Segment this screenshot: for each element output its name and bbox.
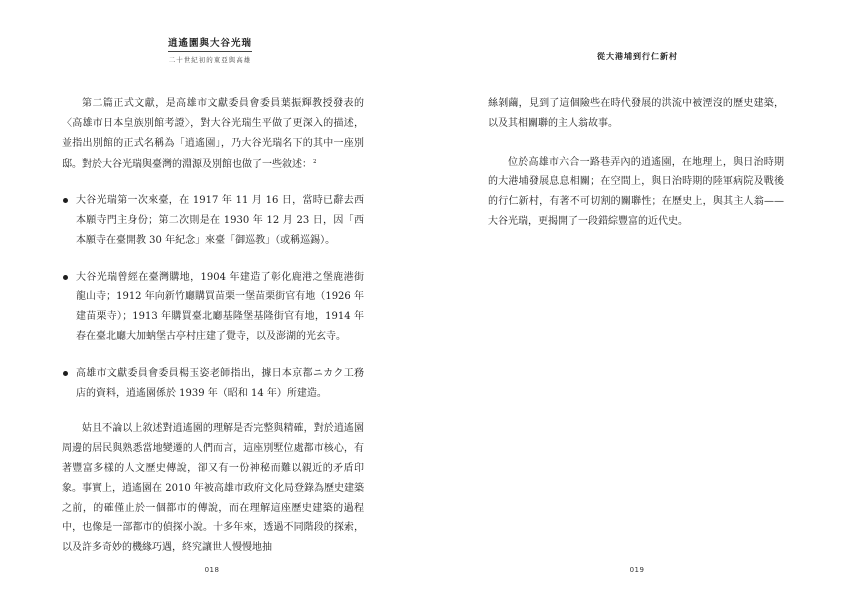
list-item xyxy=(62,364,364,404)
list-item-text: 大谷光瑞曾經在臺灣購地，1904 年建造了彰化鹿港之堡鹿港街龍山寺；1912 年向新竹廳購買苗栗一堡苗栗街官有地（1926 年建苗栗寺）；1913 年購買臺北廳基隆堡基隆街官有地，1914 年春在臺北廳大加蚋堡古亭村庄建了覺寺，以及澎湖的光玄寺。 xyxy=(76,271,364,342)
footnote-mark: 2 xyxy=(313,159,317,166)
bullet-dot xyxy=(63,275,68,280)
paragraph-text: 第二篇正式文獻，是高雄市文獻委員會委員葉振輝教授發表的〈高雄市日本皇族別館考證〉，對大谷光瑞生平做了更深入的描述，並指出別館的正式名稱為「逍遙園」，乃大谷光瑞名下的其中一座別邸。對於大谷光瑞與臺灣的淵源及別館也做了一些敘述： xyxy=(62,98,364,171)
bullet-dot xyxy=(63,198,68,203)
list-item-text: 高雄市文獻委員會委員楊玉姿老師指出，據日本京都ニカク工務店的資料，逍遙園係於 1939 年（昭和 14 年）所建造。 xyxy=(76,367,364,399)
running-subtitle: 二十世紀初的東亞與高雄 xyxy=(168,56,252,64)
paragraph-spacer xyxy=(488,134,784,153)
paragraph: 位於高雄市六合一路巷弄內的逍遙園，在地理上，與日治時期的大港埔發展息息相關；在空間上，與日治時期的陸軍病院及戰後的行仁新村，有著不可切割的關聯性；在歷史上，與其主人翁——大谷光瑞，更揭開了一段錯綜豐富的近代史。 xyxy=(488,156,784,227)
paragraph: 絲剝繭，見到了這個險些在時代發展的洪流中被湮沒的歷史建築，以及其相關聯的主人翁故事。 xyxy=(488,98,784,129)
page-number: 018 xyxy=(204,566,220,574)
list-item xyxy=(62,191,364,250)
list-item xyxy=(62,268,364,347)
left-body-text xyxy=(62,94,364,558)
right-page xyxy=(425,0,850,600)
list-item-text: 大谷光瑞第一次來臺，在 1917 年 11 月 16 日，當時已辭去西本願寺門主身份；第二次則是在 1930 年 12 月 23 日，因「西本願寺在臺開教 30 年紀念」來臺「御巡教」（或稱巡錫）。 xyxy=(76,195,364,246)
running-title: 逍遙園與大谷光瑞 xyxy=(167,38,252,49)
paragraph xyxy=(62,94,364,175)
right-body-text xyxy=(488,94,784,232)
bullet-list xyxy=(62,191,364,403)
running-title: 從大港埔到行仁新村 xyxy=(597,52,678,61)
page-number: 019 xyxy=(629,566,645,574)
bullet-dot xyxy=(63,371,68,376)
title-rule xyxy=(168,51,252,52)
paragraph: 姑且不論以上敘述對逍遙園的理解是否完整與精確，對於逍遙園周邊的居民與熟悉當地變遷的人們而言，這座別墅位處都市核心，有著豐富多樣的人文歷史傳說，卻又有一份神秘而難以親近的矛盾印象。事實上，逍遙園在 2010 年被高雄市政府文化局登錄為歷史建築之前，的確僅止於一個都市的傳說，而在理解這座歷史建築的過程中，也像是一部都市的偵探小說。十多年來，透過不同階段的探索，以及許多奇妙的機緣巧遇，終究讓世人慢慢地抽 xyxy=(62,423,364,554)
